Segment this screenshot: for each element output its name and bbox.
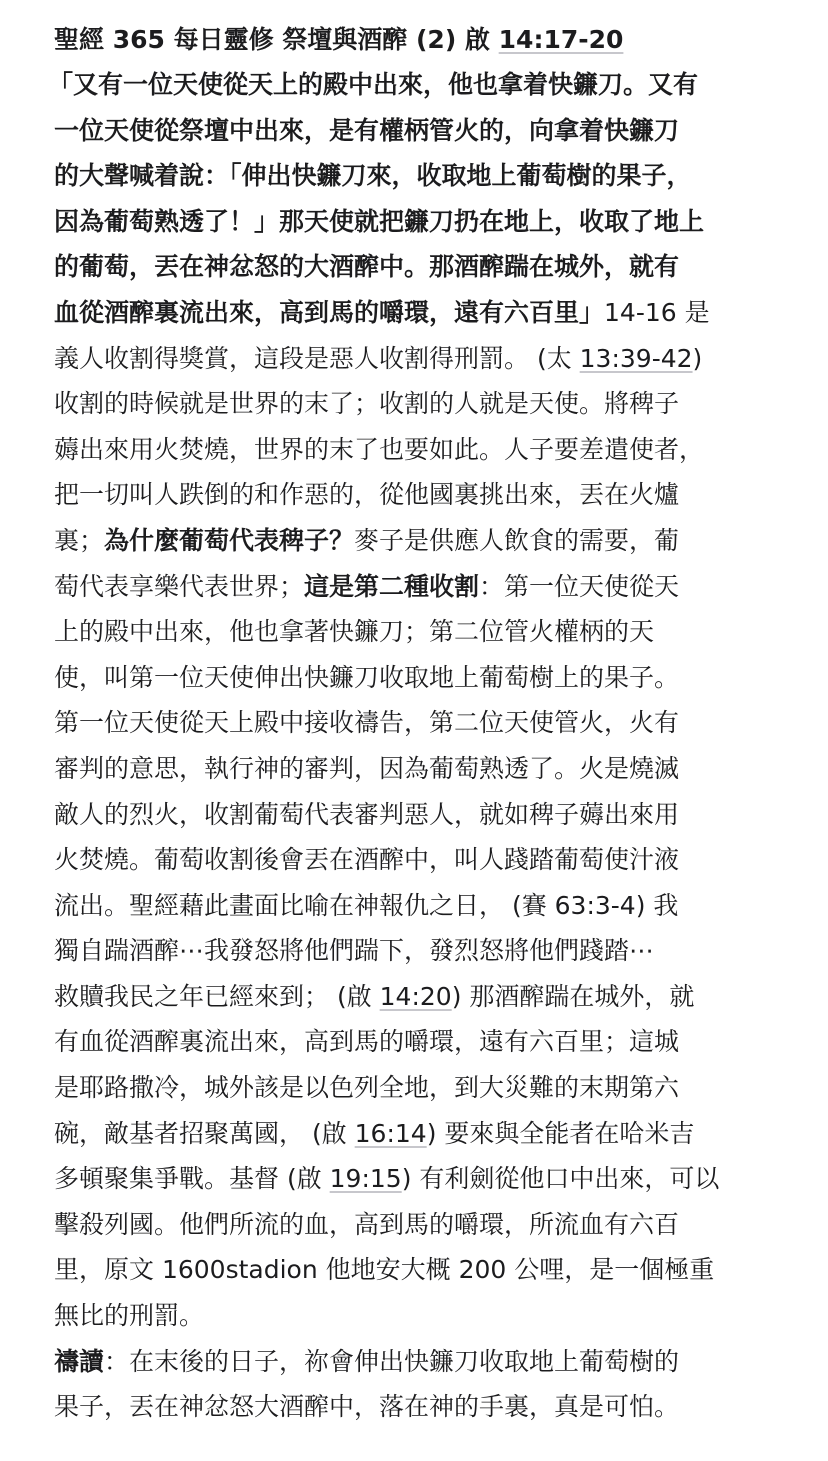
title-text: 聖經 365 每日靈修 祭壇與酒醡 (2) 啟	[54, 25, 499, 54]
body-line: 敵人的烈火，收割葡萄代表審判惡人，就如稗子薅出來用	[54, 799, 680, 829]
second-harvest-heading: 這是第二種收割	[304, 571, 480, 601]
body-line: 一位天使從祭壇中出來，是有權柄管火的，向拿着快鐮刀	[54, 115, 680, 145]
body-line	[54, 518, 788, 564]
scripture-ref-rev-14-20[interactable]: 14:20	[379, 981, 452, 1011]
body-line: 「又有一位天使從天上的殿中出來，他也拿着快鐮刀。又有	[48, 70, 699, 99]
body-line	[54, 564, 788, 610]
body-text: )	[692, 343, 703, 373]
body-line: 無比的刑罰。	[54, 1301, 205, 1331]
body-line: 火焚燒。葡萄收割後會丟在酒醡中，叫人踐踏葡萄使汁液	[54, 845, 680, 875]
body-text: ：第一位天使從天	[479, 571, 680, 601]
body-line: 第一位天使從天上殿中接收禱告，第二位天使管火，火有	[54, 708, 680, 738]
body-line: 流出。聖經藉此畫面比喻在神報仇之日， (賽 63:3-4) 我	[54, 890, 679, 920]
scripture-ref-matthew[interactable]: 13:39-42	[579, 343, 693, 373]
page-title	[54, 18, 788, 62]
body-line	[54, 1339, 788, 1385]
body-line: 使，叫第一位天使伸出快鐮刀收取地上葡萄樹上的果子。	[54, 662, 680, 692]
body-text: ) 有利劍從他口中出來，可以	[401, 1164, 720, 1194]
body-line: 是耶路撒冷，城外該是以色列全地，到大災難的末期第六	[54, 1073, 680, 1103]
prayer-heading: 禱讀	[54, 1346, 105, 1376]
title-scripture-ref[interactable]: 14:17-20	[498, 25, 624, 54]
body-line: 上的殿中出來，他也拿著快鐮刀；第二位管火權柄的天	[54, 617, 655, 647]
body-line: 果子，丟在神忿怒大酒醡中，落在神的手裏，真是可怕。	[54, 1392, 680, 1422]
body-text: ) 要來與全能者在哈米吉	[426, 1118, 695, 1148]
body-text: 麥子是供應人飲食的需要，葡	[354, 525, 680, 555]
body-text: 救贖我民之年已經來到； (啟	[54, 981, 380, 1011]
body-text: 多頓聚集爭戰。基督 (啟	[54, 1164, 330, 1194]
body-line	[54, 1156, 788, 1202]
body-line	[54, 290, 788, 336]
question-heading: 為什麼葡萄代表稗子？	[104, 525, 355, 555]
body-line: 有血從酒醡裏流出來，高到馬的嚼環，遠有六百里；這城	[54, 1027, 680, 1057]
body-line: 收割的時候就是世界的末了；收割的人就是天使。將稗子	[54, 389, 680, 419]
body-line: 里，原文 1600stadion 他地安大概 200 公哩，是一個極重	[54, 1255, 715, 1285]
body-line	[54, 336, 788, 382]
body-text: 萄代表享樂代表世界；	[54, 571, 305, 601]
scripture-ref-rev-19-15[interactable]: 19:15	[329, 1164, 402, 1194]
devotional-body	[48, 62, 788, 1430]
verse-range-text: 14-16 是	[604, 297, 710, 327]
body-line: 把一切叫人跌倒的和作惡的，從他國裏挑出來，丟在火爐	[54, 480, 680, 510]
body-line: 的大聲喊着說：「伸出快鐮刀來，收取地上葡萄樹的果子，	[54, 161, 692, 191]
body-line	[54, 974, 788, 1020]
body-text: 義人收割得獎賞，這段是惡人收割得刑罰。 (太	[54, 343, 580, 373]
body-line: 獨自踹酒醡⋯我發怒將他們踹下，發烈怒將他們踐踏⋯	[54, 936, 655, 966]
quote-end-text: 血從酒醡裏流出來，高到馬的嚼環，遠有六百里」	[54, 297, 605, 327]
body-text: ：在末後的日子，祢會伸出快鐮刀收取地上葡萄樹的	[104, 1346, 680, 1376]
body-line: 的葡萄，丟在神忿怒的大酒醡中。那酒醡踹在城外，就有	[54, 252, 680, 282]
body-line: 薅出來用火焚燒，世界的末了也要如此。人子要差遣使者，	[54, 434, 705, 464]
body-text: 碗，敵基者招聚萬國， (啟	[54, 1118, 355, 1148]
body-line	[54, 1111, 788, 1157]
body-line: 因為葡萄熟透了！」那天使就把鐮刀扔在地上，收取了地上	[54, 206, 705, 236]
body-text: ) 那酒醡踹在城外，就	[451, 981, 695, 1011]
scripture-ref-rev-16-14[interactable]: 16:14	[354, 1118, 427, 1148]
body-line: 審判的意思，執行神的審判，因為葡萄熟透了。火是燒滅	[54, 753, 680, 783]
body-line: 擊殺列國。他們所流的血，高到馬的嚼環，所流血有六百	[54, 1209, 680, 1239]
body-text: 裏；	[54, 525, 105, 555]
